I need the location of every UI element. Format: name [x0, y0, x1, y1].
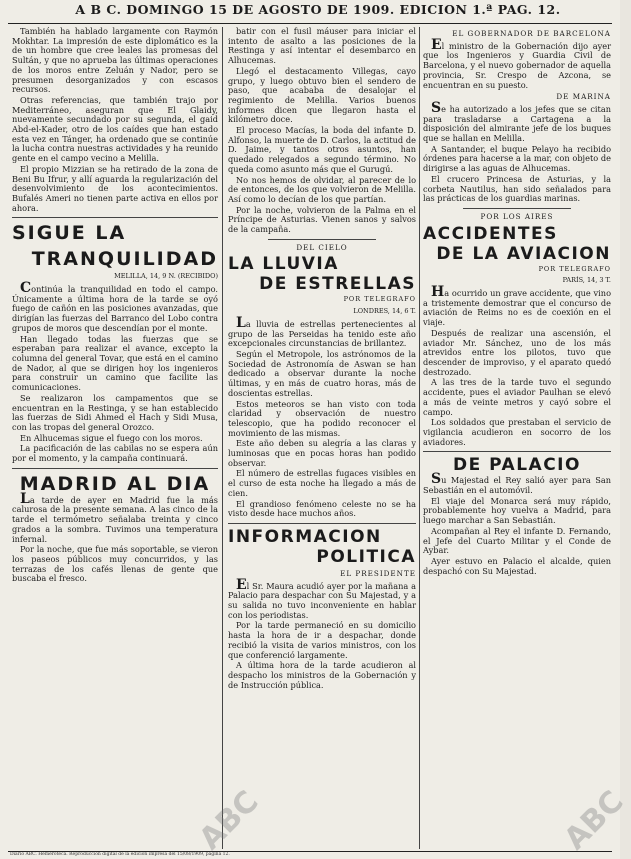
paragraph: Después de realizar una ascensión, el aviador Mr. Sánchez, uno de los más atrevidos entre los pilotos, tuvo que descender de improviso, y el aparato quedó destrozado. [423, 327, 611, 377]
masthead: A B C. DOMINGO 15 DE AGOSTO DE 1909. EDICION 1.ª PAG. 12. [75, 2, 561, 17]
section-rule [12, 217, 218, 218]
section-label: DE MARINA [556, 92, 611, 102]
paragraph: Por la noche, que fue más soportable, se vieron los paseos públicos muy concurridos, y las terrazas de los cafés llenas de gente que buscaba el fresco. [12, 544, 218, 584]
headline: MADRID AL DIA [19, 472, 211, 495]
masthead-rule [8, 23, 612, 24]
paragraph: Este año deben su alegría a las claras y luminosas que en pocas horas han podido observar. [228, 438, 416, 468]
paragraph: Los soldados que prestaban el servicio de vigilancia acudieron en socorro de los aviadores. [423, 417, 611, 447]
column-1 [12, 27, 218, 849]
paragraph: El crucero Princesa de Asturias, y la corbeta Nautilus, han sido señalados para las prácticas de los guardias marinas. [423, 173, 611, 204]
headline: SIGUE LA [12, 222, 127, 245]
paragraph: El proceso Macías, la boda del infante D. Alfonso, la muerte de D. Carlos, la actitud de D. Jaime, y tantos otros asuntos, han quedado relegados a segundo término. No queda como asunto más que el Gurugú. [228, 125, 416, 174]
paragraph: El número de estrellas fugaces visibles en el curso de esta noche ha llegado a más de cien. [228, 468, 416, 498]
byline: POR TELEGRAFO [343, 295, 416, 304]
paragraph: Estos meteoros se han visto con toda claridad y observación de nuestro telescopio, que ha podido reconocer el movimiento de las mismas. [228, 398, 416, 438]
paragraph: Por la tarde permaneció en su domicilio hasta la hora de ir a despachar, donde recibió la visita de varios ministros, con los que conferenció largamente. [228, 620, 416, 660]
section-label: EL GOBERNADOR DE BARCELONA [452, 29, 611, 38]
section-rule [12, 468, 218, 469]
section-label: EL PRESIDENTE [340, 568, 416, 578]
section-rule [463, 208, 571, 209]
paragraph: Por la noche, volvieron de la Palma en el Príncipe de Asturias. Vienen sanos y salvos de la campaña. [228, 204, 416, 235]
paragraph: El Sr. Maura acudió ayer por la mañana a Palacio para despachar con Su Majestad, y a su salida no tuvo inconveniente en hablar con los periodistas. [228, 576, 416, 620]
paragraph: La pacificación de las cabilas no se espera aún por el momento, y la campaña continuará. [12, 443, 218, 464]
paragraph: Llegó el destacamento Villegas, cayo grupo, y luego obtuvo bien el sendero de paso, que acababa de desalojar el regimiento de Melilla. Varios buenos informes dicen que llegaron hasta el kilómetro doce. [228, 65, 416, 125]
paragraph: A las tres de la tarde tuvo el segundo accidente, pues el aviador Paulhan se elevó a más de veinte metros y cayó sobre el campo. [423, 377, 611, 417]
paragraph: El grandioso fenómeno celeste no se ha visto desde hace muchos años. [228, 498, 416, 519]
paragraph: En Alhucemas sigue el fuego con los moros. [20, 432, 203, 443]
column-divider [419, 27, 420, 849]
paragraph: Ayer estuvo en Palacio el alcalde, quien despachó con Su Majestad. [423, 555, 611, 576]
headline: LA LLUVIA [228, 254, 339, 275]
paragraph: Han llegado todas las fuerzas que se esperaban para realizar el avance, excepto la columna del general Tovar, que está en el camino de Nador, al que se dirigen hoy los ingenieros para construir un camino que facilite las comunicaciones. [12, 333, 218, 393]
paragraph: Se realizaron los campamentos que se encuentran en la Restinga, y se han establecido las fuerzas de Sidi Ahmed el Hach y Sidi Musa, con las tropas del general Orozco. [12, 392, 218, 432]
paragraph: La lluvia de estrellas pertenecientes al grupo de las Perseidas ha tenido este año excepcionales circunstancias de brillantez. [228, 314, 416, 349]
section-label: DEL CIELO [296, 242, 348, 252]
section-rule [268, 239, 376, 240]
paragraph: El propio Mizzian se ha retirado de la zona de Beni Bu Ifrur, y allí aguarda la regularización del desenvolvimiento de los acontecimientos. Bufalés Ameri no tienen parte activa en ellos por ahora. [12, 163, 218, 213]
footer-credit: Diario ABC. Hemeroteca. Reproducción digital de la edición impresa del 15/08/1909, página 12. [10, 852, 230, 857]
headline: TRANQUILIDAD [31, 248, 218, 271]
paragraph: Según el Metropole, los astrónomos de la Sociedad de Astronomía de Aswan se han dedicado a observar durante la noche últimas, y en más de cuatro horas, más de doscientas estrellas. [228, 348, 416, 398]
paragraph: A Santander, el buque Pelayo ha recibido órdenes para hacerse a la mar, con objeto de dirigirse a las aguas de Alhucemas. [423, 143, 611, 174]
paragraph: batir con el fusil máuser para iniciar el intento de asalto a las posiciones de la Restinga y así intentar el desembarco en Alhucemas. [228, 26, 416, 66]
paragraph: Otras referencias, que también trajo por Mediterráneo, aseguran que El Glaidy, nuevamente secundado por su segunda, el gaid Abd-el-Kader, otro de los caídes que han estado esta vez en Tánger, ha ordenado que se continúe la lucha contra nuestras actividades y ha reunido gente en el campo vecino a Melilla. [12, 94, 218, 164]
paragraph: El ministro de la Gobernación dijo ayer que los Ingenieros y Guardia Civil de Barcelona, y el nuevo gobernador de aquella provincia, Sr. Crespo de Azcona, se encuentran en su puesto. [423, 36, 611, 90]
paragraph: A última hora de la tarde acudieron al despacho los ministros de la Gobernación y de Instrucción pública. [228, 660, 416, 690]
section-label: POR LOS AIRES [480, 211, 554, 221]
paragraph: Su Majestad el Rey salió ayer para San Sebastián en el automóvil. [423, 471, 611, 496]
paragraph: Ha ocurrido un grave accidente, que vino a tristemente demostrar que el concurso de aviación de Reims no es de coexión en el viaje. [423, 284, 611, 328]
dateline: MELILLA, 14, 9 N. (RECIBIDO) [114, 272, 218, 281]
headline: ACCIDENTES [423, 223, 558, 244]
section-rule [423, 451, 611, 452]
headline: POLITICA [316, 546, 416, 567]
byline: POR TELEGRAFO [538, 264, 611, 273]
paragraph: No nos hemos de olvidar, al parecer de lo de entonces, de los que volvieron de Melilla. Así como lo decían de los que partían. [228, 174, 416, 204]
watermark-logo: ABC [557, 784, 631, 857]
paragraph: La tarde de ayer en Madrid fue la más calurosa de la presente semana. A las cinco de la tarde el termómetro señalaba treinta y cinco grados a la sombra. Tuvimos una temperatura infernal. [12, 490, 218, 544]
column-divider [222, 27, 223, 849]
headline: INFORMACION [228, 526, 382, 547]
headline: DE LA AVIACION [436, 243, 611, 264]
column-2 [228, 27, 416, 849]
dateline: LONDRES, 14, 6 T. [353, 307, 416, 316]
watermark-logo: ABC [192, 784, 266, 857]
section-rule [228, 523, 416, 524]
headline: DE PALACIO [453, 455, 581, 476]
paragraph: El viaje del Monarca será muy rápido, probablemente hoy vuelva a Madrid, para luego marchar a San Sebastián. [423, 495, 611, 526]
paragraph: También ha hablado largamente con Raymón Mokhtar. La impresión de este diplomático es la de un hombre que cree leales las promesas del Sultán, y que no aprueba las últimas operaciones de los moros entre Zeluán y Nador, pero se presumen desorganizados y con escasos recursos. [12, 26, 218, 95]
paragraph: Acompañan al Rey el infante D. Fernando, el Jefe del Cuarto Militar y el Conde de Aybar. [423, 525, 611, 556]
paragraph: Continúa la tranquilidad en todo el campo. Únicamente a última hora de la tarde se oyó fuego de cañón en las posiciones avanzadas, que dirigían las fuerzas del Barranco del Lobo contra grupos de moros que descendían por el monte. [12, 280, 218, 333]
paragraph: Se ha autorizado a los jefes que se citan para trasladarse a Cartagena a la disposición del almirante jefe de los buques que se hallan en Melilla. [423, 99, 611, 144]
dateline: PARÍS, 14, 3 T. [562, 276, 611, 285]
column-3 [423, 27, 611, 849]
headline: DE ESTRELLAS [259, 274, 416, 295]
